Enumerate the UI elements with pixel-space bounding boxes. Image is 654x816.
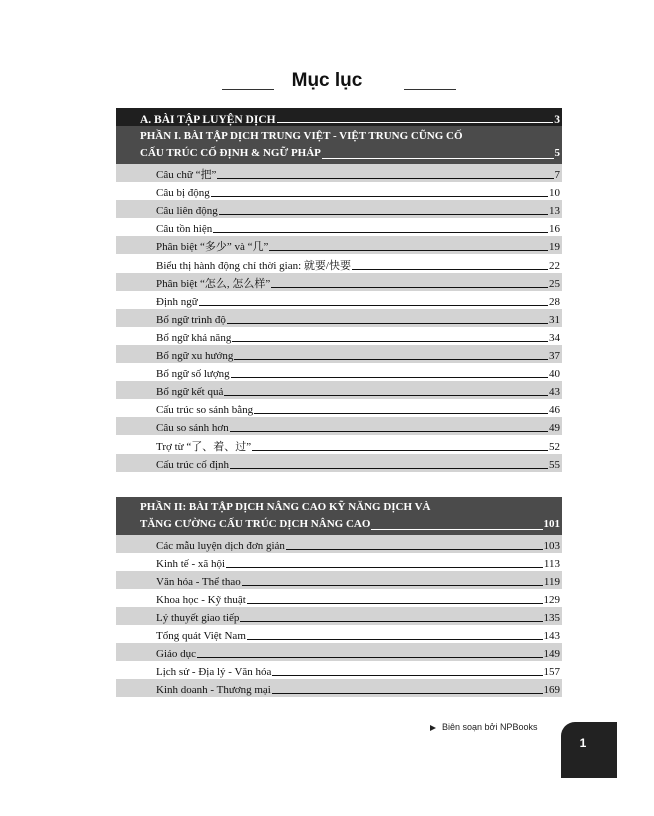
- toc-part-1-page: 5: [554, 147, 560, 159]
- toc-part-2-line2: TĂNG CƯỜNG CẤU TRÚC DỊCH NÂNG CAO: [140, 517, 371, 530]
- toc-entry-page: 10: [549, 187, 560, 200]
- dot-leader: [211, 196, 548, 197]
- toc-entry[interactable]: [116, 625, 562, 643]
- toc-entry[interactable]: [116, 643, 562, 661]
- dot-leader: [230, 468, 548, 469]
- toc-entry-page: 22: [549, 259, 560, 272]
- triangle-right-icon: [430, 725, 436, 731]
- toc-entry-page: 149: [543, 648, 560, 661]
- toc-entry-label: Bổ ngữ xu hướng: [156, 350, 234, 363]
- toc-entry-label: Văn hóa - Thể thao: [156, 575, 241, 588]
- toc-entry[interactable]: [116, 571, 562, 589]
- dot-leader: [247, 639, 543, 640]
- toc-entry-page: 103: [543, 539, 560, 552]
- toc-entry-page: 37: [549, 350, 560, 363]
- toc-part-1-list: [116, 164, 562, 472]
- dot-leader: [234, 359, 548, 360]
- toc-entry-page: 28: [549, 295, 560, 308]
- toc-entry-label: Khoa học - Kỹ thuật: [156, 593, 246, 606]
- toc-entry-page: 119: [543, 575, 560, 588]
- toc-entry-page: 13: [549, 205, 560, 218]
- dot-leader: [199, 305, 548, 306]
- dot-leader: [231, 377, 548, 378]
- toc-entry[interactable]: [116, 607, 562, 625]
- toc-entry-label: Cấu trúc so sánh bằng: [156, 404, 254, 417]
- dot-leader: [226, 567, 543, 568]
- dot-leader: [224, 395, 548, 396]
- dot-leader: [197, 657, 542, 658]
- dot-leader: [269, 250, 548, 251]
- toc-entry-page: 16: [549, 223, 560, 236]
- dot-leader: [254, 413, 548, 414]
- toc-entry-label: Câu liên động: [156, 205, 218, 218]
- toc-entry-label: Bổ ngữ số lượng: [156, 368, 230, 381]
- toc-entry-label: Lý thuyết giao tiếp: [156, 612, 240, 625]
- title-rule-right: [404, 89, 456, 90]
- toc-entry-label: Câu bị động: [156, 187, 210, 200]
- toc-part-2-list: [116, 535, 562, 698]
- toc-entry-page: 31: [549, 313, 560, 326]
- dot-leader: [271, 287, 548, 288]
- toc-entry-label: Định ngữ: [156, 295, 198, 308]
- page-number: 1: [579, 736, 587, 750]
- dot-leader: [277, 122, 554, 123]
- dot-leader: [286, 549, 543, 550]
- toc-entry-label: Biểu thị hành động chỉ thời gian: 就要/快要: [156, 259, 351, 272]
- toc-entry-page: 43: [549, 386, 560, 399]
- toc-entry[interactable]: [116, 454, 562, 472]
- toc-part-1-line1: PHẦN I. BÀI TẬP DỊCH TRUNG VIỆT - VIỆT TRUNG CŨNG CỐ: [140, 130, 463, 142]
- toc-entry-label: Tổng quát Việt Nam: [156, 630, 246, 643]
- dot-leader: [213, 232, 548, 233]
- toc-entry[interactable]: [116, 164, 562, 182]
- toc-entry[interactable]: [116, 309, 562, 327]
- toc-entry-page: 143: [543, 630, 560, 643]
- toc-section-a-page: 3: [554, 114, 560, 126]
- dot-leader: [227, 323, 548, 324]
- dot-leader: [219, 214, 548, 215]
- toc-entry[interactable]: [116, 291, 562, 309]
- toc-part-2-page: 101: [543, 517, 560, 530]
- toc-entry-page: 46: [549, 404, 560, 417]
- toc-entry-page: 25: [549, 277, 560, 290]
- toc-entry-page: 34: [549, 331, 560, 344]
- toc-entry[interactable]: [116, 399, 562, 417]
- toc-part-2-line1: PHẦN II: BÀI TẬP DỊCH NÂNG CAO KỸ NĂNG DỊCH VÀ: [140, 500, 431, 513]
- dot-leader: [272, 693, 543, 694]
- toc-entry-page: 7: [554, 169, 560, 182]
- toc-entry-label: Phân biệt “多少” và “几”: [156, 241, 269, 254]
- dot-leader: [272, 675, 542, 676]
- toc-entry[interactable]: [116, 218, 562, 236]
- dot-leader: [322, 158, 554, 159]
- toc-entry-page: 129: [543, 593, 560, 606]
- toc-entry-label: Kinh tế - xã hội: [156, 557, 226, 570]
- toc-entry-label: Bổ ngữ kết quả: [156, 386, 224, 399]
- toc-entry-label: Câu tồn hiện: [156, 223, 213, 236]
- toc-entry-label: Các mẫu luyện dịch đơn giản: [156, 539, 285, 552]
- toc-part-1-line2: CẤU TRÚC CỐ ĐỊNH & NGỮ PHÁP: [140, 147, 321, 159]
- dot-leader: [230, 431, 548, 432]
- toc-entry-page: 113: [543, 557, 560, 570]
- toc-entry-label: Phân biệt “怎么, 怎么样”: [156, 277, 271, 290]
- toc-entry[interactable]: [116, 381, 562, 399]
- toc-part-1[interactable]: [116, 126, 562, 164]
- toc-entry-label: Lịch sử - Địa lý - Văn hóa: [156, 666, 272, 679]
- toc-section-a[interactable]: [116, 108, 562, 126]
- toc-entry-label: Bổ ngữ khả năng: [156, 331, 232, 344]
- toc-entry-label: Trợ từ “了、着、过”: [156, 440, 252, 453]
- toc-section-a-label: A. BÀI TẬP LUYỆN DỊCH: [140, 114, 276, 126]
- toc-entry-label: Giáo dục: [156, 648, 197, 661]
- dot-leader: [252, 450, 548, 451]
- toc-entry-page: 55: [549, 458, 560, 471]
- toc-entry[interactable]: [116, 363, 562, 381]
- page-number-tab: [561, 722, 617, 778]
- dot-leader: [247, 603, 543, 604]
- toc-entry-page: 19: [549, 241, 560, 254]
- toc-entry[interactable]: [116, 273, 562, 291]
- page-title: Mục lục: [291, 70, 363, 91]
- toc-entry[interactable]: [116, 254, 562, 272]
- toc-entry[interactable]: [116, 589, 562, 607]
- toc-entry[interactable]: [116, 182, 562, 200]
- toc-part-2[interactable]: [116, 497, 562, 535]
- dot-leader: [242, 585, 543, 586]
- dot-leader: [352, 269, 548, 270]
- toc-entry-page: 157: [543, 666, 560, 679]
- toc-entry-page: 52: [549, 440, 560, 453]
- toc-entry[interactable]: [116, 435, 562, 453]
- toc-entry-label: Câu chữ “把”: [156, 169, 217, 182]
- toc-entry[interactable]: [116, 345, 562, 363]
- toc-entry[interactable]: [116, 200, 562, 218]
- toc-entry-page: 49: [549, 422, 560, 435]
- toc-entry[interactable]: [116, 327, 562, 345]
- footer-credit: [430, 722, 537, 732]
- toc-entry[interactable]: [116, 236, 562, 254]
- dot-leader: [371, 529, 542, 530]
- toc-entry[interactable]: [116, 679, 562, 697]
- toc-entry[interactable]: [116, 535, 562, 553]
- page-header: [0, 70, 654, 100]
- table-of-contents: [116, 108, 562, 697]
- dot-leader: [232, 341, 548, 342]
- toc-entry-page: 135: [543, 612, 560, 625]
- toc-entry[interactable]: [116, 661, 562, 679]
- toc-entry[interactable]: [116, 553, 562, 571]
- toc-entry-label: Câu so sánh hơn: [156, 422, 229, 435]
- toc-entry-page: 40: [549, 368, 560, 381]
- dot-leader: [217, 178, 553, 179]
- toc-entry-label: Cấu trúc cố định: [156, 458, 230, 471]
- toc-entry-label: Kinh doanh - Thương mại: [156, 684, 271, 697]
- toc-entry-label: Bổ ngữ trình độ: [156, 313, 226, 326]
- spacer: [116, 472, 562, 497]
- dot-leader: [240, 621, 542, 622]
- toc-entry-page: 169: [543, 684, 560, 697]
- toc-entry[interactable]: [116, 417, 562, 435]
- footer-credit-text: Biên soạn bởi NPBooks: [442, 722, 538, 732]
